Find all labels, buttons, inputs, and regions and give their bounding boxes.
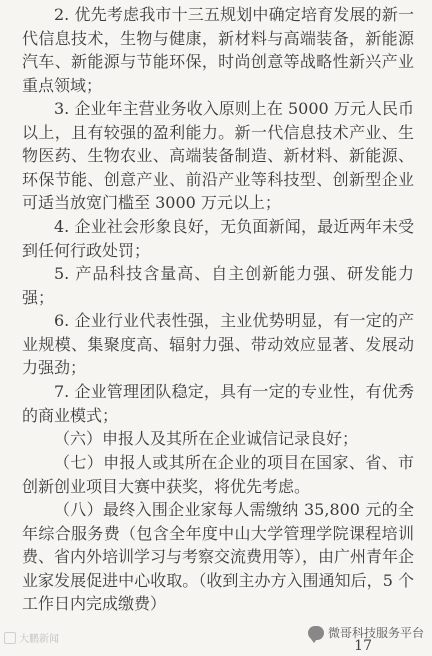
watermark-right bbox=[308, 624, 424, 641]
paragraph-item-6: 6. 企业行业代表性强，主业优势明显，有一定的产业规模、集聚度高、辐射力强、带动效应显著、发展动力强劲； bbox=[22, 311, 414, 378]
paragraph-section-6: （六）申报人及其所在企业诚信记录良好； bbox=[54, 429, 359, 448]
watermark-logo-icon bbox=[4, 632, 16, 644]
paragraph-section-7: （七）申报人或其所在企业的项目在国家、省、市创新创业项目大赛中获奖，将优先考虑。 bbox=[22, 453, 414, 496]
watermark-right-text: 微哥科技服务平台 bbox=[327, 626, 424, 640]
footer bbox=[0, 618, 432, 656]
paragraph-item-2: 2. 优先考虑我市十三五规划中确定培育发展的新一代信息技术，生物与健康，新材料与高端装备，新能源汽车、新能源与节能环保，时尚创意等战略性新兴产业重点领域； bbox=[22, 5, 414, 95]
paragraph-item-3: 3. 企业年主营业务收入原则上在 5000 万元人民币以上，且有较强的盈利能力。新一代信息技术产业、生物医药、生物农业、高端装备制造、新材料、新能源、环保节能、创意产业、前沿产业等科技型、创新型企业可适当放宽门槛至 3000 万元以上； bbox=[22, 99, 414, 213]
watermark-left-text: 大鹏新闻 bbox=[19, 634, 59, 645]
page-number: 17 bbox=[354, 638, 372, 654]
paragraph-item-5: 5. 产品科技含量高、自主创新能力强、研发能力强； bbox=[22, 264, 414, 307]
paragraph-section-8: （八）最终入围企业家每人需缴纳 35,800 元的全年综合服务费（包含全年度中山大学管理学院课程培训费、省内外培训学习与考察交流费用等），由广州青年企业家发展促进中心收取。（收到主办方入围通知后，5 个工作日内完成缴费） bbox=[22, 500, 415, 614]
wechat-bubble-icon bbox=[308, 626, 324, 640]
paragraph-item-4: 4. 企业社会形象良好，无负面新闻，最近两年未受到任何行政处罚； bbox=[22, 217, 414, 260]
watermark-left bbox=[4, 630, 59, 645]
paragraph-item-7: 7. 企业管理团队稳定，具有一定的专业性，有优秀的商业模式； bbox=[22, 382, 414, 425]
